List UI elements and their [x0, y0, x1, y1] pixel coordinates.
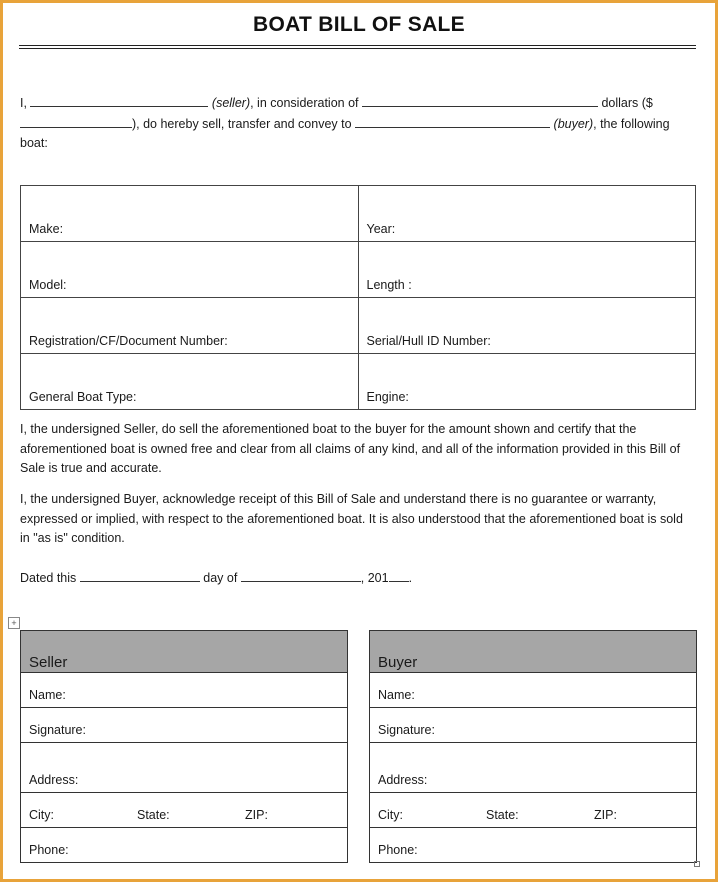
- month-blank[interactable]: [241, 568, 361, 582]
- seller-city-state-zip-field[interactable]: [21, 793, 347, 828]
- buyer-address-field[interactable]: [370, 743, 696, 793]
- model-field[interactable]: Model:: [21, 242, 359, 298]
- resize-handle-icon[interactable]: [694, 861, 700, 867]
- buyer-state-label: State:: [486, 808, 519, 822]
- buyer-name-blank[interactable]: [355, 114, 550, 128]
- seller-signature-field[interactable]: [21, 708, 347, 743]
- seller-address-label: Address:: [29, 773, 79, 787]
- buyer-name-label: Name:: [378, 688, 415, 702]
- boat-type-field[interactable]: General Boat Type:: [21, 354, 359, 410]
- seller-state-label: State:: [137, 808, 170, 822]
- year-field[interactable]: Year:: [358, 186, 696, 242]
- dated-prefix: Dated this: [20, 571, 80, 585]
- seller-city-label: City:: [29, 808, 54, 822]
- amount-number-blank[interactable]: [20, 114, 132, 128]
- boat-details-table: [20, 185, 696, 410]
- buyer-statement: I, the undersigned Buyer, acknowledge receipt of this Bill of Sale and understand there is no guarantee or warranty, expressed or implied, with respect to the aforementioned boat. It is also understood that the aforementioned boat is sold in "as is" condition.: [20, 492, 683, 545]
- intro-text-5: , the following boat:: [20, 116, 670, 150]
- amount-words-blank[interactable]: [362, 93, 598, 107]
- table-move-handle-icon[interactable]: +: [8, 617, 20, 629]
- table-row: [21, 186, 696, 242]
- seller-label: (seller): [211, 96, 251, 110]
- dated-end: .: [408, 571, 413, 585]
- seller-name-label: Name:: [29, 688, 66, 702]
- document-title: BOAT BILL OF SALE: [253, 13, 465, 36]
- seller-phone-field[interactable]: [21, 828, 347, 862]
- seller-name-blank[interactable]: [30, 93, 208, 107]
- intro-text-4: ), do hereby sell, transfer and convey to: [132, 116, 356, 131]
- seller-signature-label: Signature:: [29, 723, 86, 737]
- serial-hull-id-field[interactable]: Serial/Hull ID Number:: [358, 298, 696, 354]
- seller-phone-label: Phone:: [29, 843, 69, 857]
- buyer-signature-label: Signature:: [378, 723, 435, 737]
- buyer-box: [369, 630, 697, 863]
- seller-box: [20, 630, 348, 863]
- registration-field[interactable]: Registration/CF/Document Number:: [21, 298, 359, 354]
- buyer-label: (buyer): [553, 116, 594, 131]
- engine-field[interactable]: Engine:: [358, 354, 696, 410]
- table-row: [21, 298, 696, 354]
- length-field[interactable]: Length :: [358, 242, 696, 298]
- buyer-signature-field[interactable]: [370, 708, 696, 743]
- dated-day-of: day of: [203, 571, 241, 585]
- seller-zip-label: ZIP:: [245, 808, 268, 822]
- year-blank[interactable]: [389, 568, 409, 582]
- seller-name-field[interactable]: [21, 673, 347, 708]
- title-rule-bottom: [19, 48, 696, 49]
- table-row: [21, 242, 696, 298]
- intro-text-2: , in consideration of: [250, 96, 362, 110]
- seller-statement: I, the undersigned Seller, do sell the aforementioned boat to the buyer for the amount shown and certify that the aforementioned boat is owned free and clear from all claims of any kind, and all of the information provided in this Bill of Sale is true and accurate.: [20, 422, 681, 475]
- buyer-phone-field[interactable]: [370, 828, 696, 862]
- make-field[interactable]: Make:: [21, 186, 359, 242]
- buyer-name-field[interactable]: [370, 673, 696, 708]
- intro-text-1: I,: [20, 96, 31, 110]
- day-blank[interactable]: [80, 568, 200, 582]
- dated-line: [20, 568, 692, 589]
- title-rule-top: [19, 45, 696, 46]
- buyer-heading: Buyer: [370, 631, 696, 673]
- dated-year: , 201: [360, 571, 389, 585]
- intro-paragraph: [20, 93, 690, 154]
- seller-heading: Seller: [21, 631, 347, 673]
- buyer-phone-label: Phone:: [378, 843, 418, 857]
- seller-address-field[interactable]: [21, 743, 347, 793]
- intro-text-3: dollars ($: [597, 96, 653, 110]
- buyer-address-label: Address:: [378, 773, 428, 787]
- buyer-city-label: City:: [378, 808, 403, 822]
- table-row: [21, 354, 696, 410]
- buyer-zip-label: ZIP:: [594, 808, 617, 822]
- buyer-city-state-zip-field[interactable]: [370, 793, 696, 828]
